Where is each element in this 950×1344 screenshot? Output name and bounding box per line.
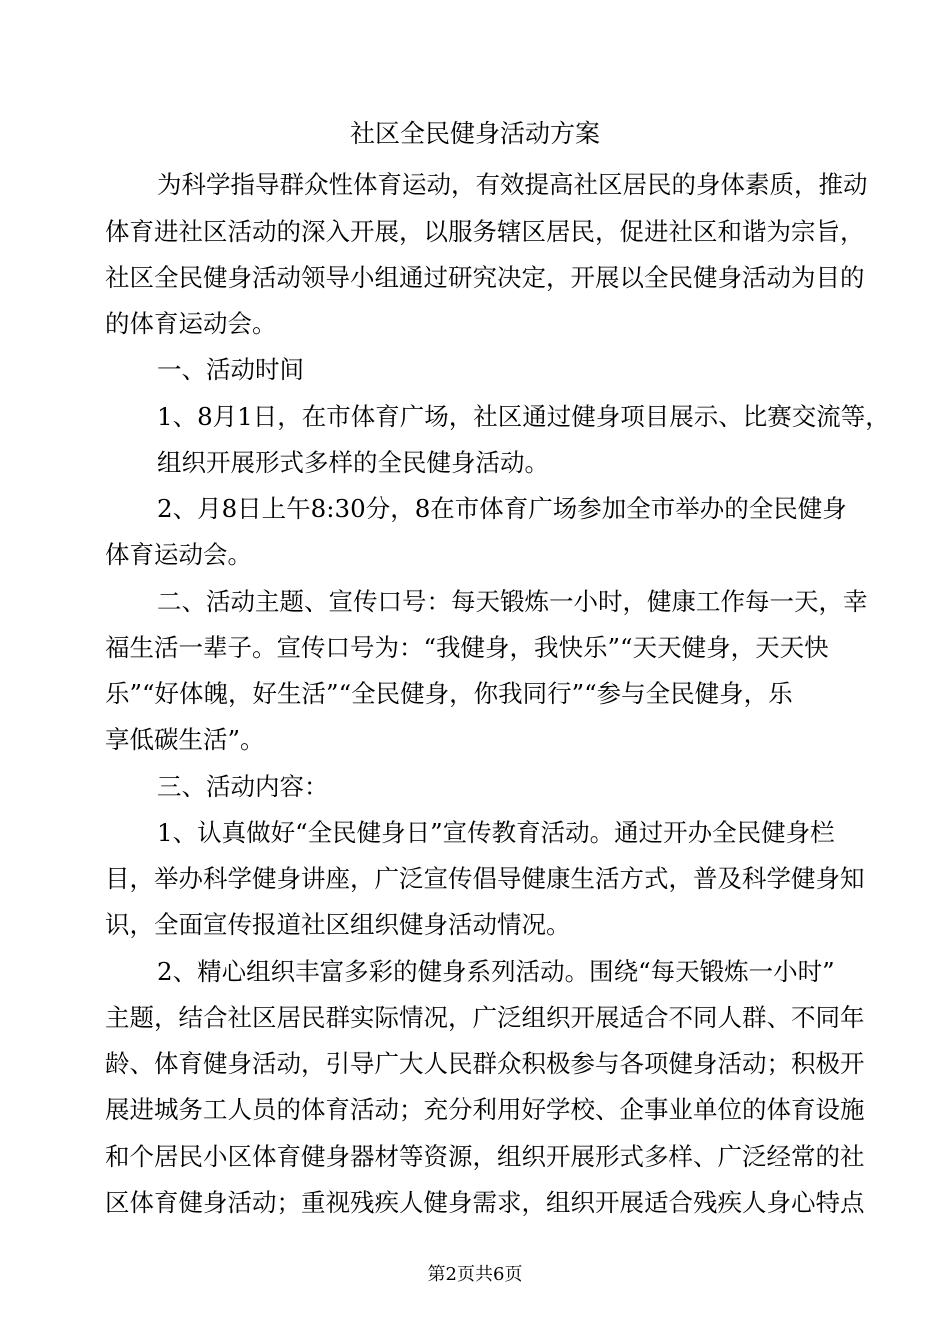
body-line: 2、精心组织丰富多彩的健身系列活动。围绕“每天锻炼一小时” [157, 957, 835, 986]
body-line: 乐”“好体魄，好生活”“全民健身，你我同行”“参与全民健身，乐 [105, 679, 793, 708]
body-line: 为科学指导群众性体育运动，有效提高社区居民的身体素质，推动 [157, 170, 868, 199]
body-line: 展进城务工人员的体育活动；充分利用好学校、企事业单位的体育设施 [105, 1095, 865, 1124]
body-line: 1、8月1日，在市体育广场，社区通过健身项目展示、比赛交流等， [157, 402, 890, 431]
section-heading: 三、活动内容： [157, 772, 329, 801]
body-line: 识，全面宣传报道社区组织健身活动情况。 [105, 910, 571, 939]
body-line: 目，举办科学健身讲座，广泛宣传倡导健康生活方式，普及科学健身知 [105, 864, 865, 893]
body-line: 二、活动主题、宣传口号：每天锻炼一小时，健康工作每一天，幸 [157, 587, 868, 616]
body-line: 主题，结合社区居民群实际情况，广泛组织开展适合不同人群、不同年 [105, 1003, 865, 1032]
document-title: 社区全民健身活动方案 [349, 119, 600, 148]
section-heading: 一、活动时间 [157, 355, 304, 384]
body-line: 组织开展形式多样的全民健身活动。 [157, 448, 549, 477]
body-line: 和个居民小区体育健身器材等资源，组织开展形式多样、广泛经常的社 [105, 1142, 865, 1171]
body-line: 1、认真做好“全民健身日”宣传教育活动。通过开办全民健身栏 [157, 818, 835, 847]
page-number: 第2页共6页 [427, 1264, 523, 1285]
body-line: 龄、体育健身活动，引导广大人民群众积极参与各项健身活动；积极开 [105, 1049, 865, 1078]
body-line: 的体育运动会。 [105, 309, 277, 338]
body-line: 社区全民健身活动领导小组通过研究决定，开展以全民健身活动为目的 [105, 263, 865, 292]
body-line: 2、月8日上午8:30分，8在市体育广场参加全市举办的全民健身 [157, 494, 847, 523]
body-line: 体育进社区活动的深入开展，以服务辖区居民，促进社区和谐为宗旨， [105, 217, 865, 246]
body-line: 区体育健身活动；重视残疾人健身需求，组织开展适合残疾人身心特点 [105, 1188, 865, 1217]
body-line: 享低碳生活”。 [105, 725, 265, 754]
body-line: 体育运动会。 [105, 540, 252, 569]
body-line: 福生活一辈子。宣传口号为：“我健身，我快乐”“天天健身，天天快 [105, 633, 829, 662]
